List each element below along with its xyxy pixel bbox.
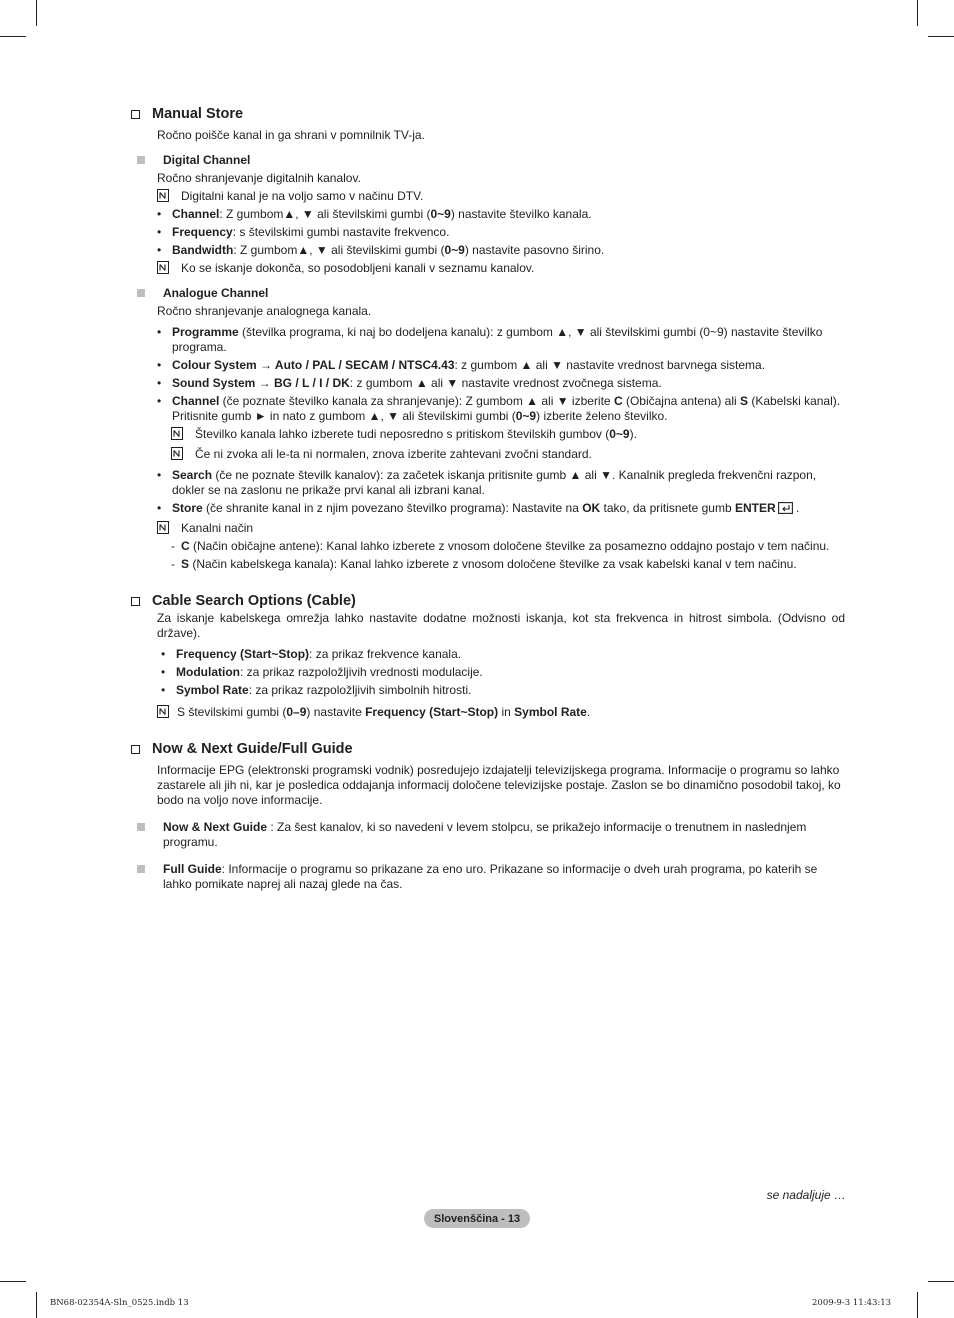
dash-item: - S (Način kabelskega kanala): Kanal lahko izberete z vnosom določene številke za vsak kabelski kanal v tem načinu. (171, 557, 797, 571)
note: Kanalni način (157, 521, 845, 536)
crop-mark (928, 1281, 954, 1282)
list-item: • Modulation: za prikaz razpoložljivih vrednosti modulacije. (161, 665, 483, 679)
crop-mark (36, 1292, 37, 1318)
subsection-title: Digital Channel (163, 153, 251, 167)
crop-mark (0, 1281, 26, 1282)
continued-note: se nadaljuje … (766, 1188, 846, 1202)
gray-square-icon (137, 289, 145, 297)
note: Če ni zvoka ali le-ta ni normalen, znova izberite zahtevani zvočni standard. (171, 447, 845, 462)
note-icon (171, 447, 185, 460)
note-icon (157, 189, 171, 202)
checkbox-square-icon (131, 597, 140, 606)
list-item: • Channel (če poznate številko kanala za shranjevanje): Z gumbom ▲ ali ▼ izberite C (Običajna antena) ali S (Kabelski kanal). Pritisnite gumb ► in nato z gumbom ▲, ▼ ali številskimi gumbi (0~9) izberite želeno številko. (157, 394, 841, 423)
list-item: • Search (če ne poznate številk kanalov): za začetek iskanja pritisnite gumb ▲ ali ▼. Kanalnik pregleda frekvenčni razpon, dokler se na zaslonu ne prikaže prvi kanal ali izbrani kanal. (157, 468, 817, 497)
gray-square-icon (137, 823, 145, 831)
page-number-badge: Slovenščina - 13 (424, 1209, 530, 1228)
section-heading (131, 591, 845, 611)
gray-square-icon (137, 156, 145, 164)
enter-icon (778, 502, 793, 518)
list-item: • Programme (številka programa, ki naj bo dodeljena kanalu): z gumbom ▲, ▼ ali številskimi gumbi (0~9) nastavite številko programa. (157, 325, 823, 354)
print-slug-file: BN68-02354A-Sln_0525.indb 13 (50, 1298, 189, 1308)
list-item: • Bandwidth: Z gumbom▲, ▼ ali številskimi gumbi (0~9) nastavite pasovno širino. (157, 243, 605, 257)
section-description: Ročno poišče kanal in ga shrani v pomnilnik TV-ja. (157, 128, 425, 142)
section-description: Za iskanje kabelskega omrežja lahko nastavite dodatne možnosti iskanja, kot sta frekvenca in hitrost simbola. (Odvisno od države). (157, 611, 845, 640)
section-heading (131, 104, 845, 124)
crop-mark (0, 36, 26, 37)
note: Ko se iskanje dokonča, so posodobljeni kanali v seznamu kanalov. (157, 261, 845, 276)
crop-mark (928, 36, 954, 37)
subsection-item: Now & Next Guide : Za šest kanalov, ki so navedeni v levem stolpcu, se prikažejo informacije o trenutnem in naslednjem programu. (131, 820, 845, 850)
list-item: • Channel: Z gumbom▲, ▼ ali številskimi gumbi (0~9) nastavite številko kanala. (157, 207, 592, 221)
dash-item: - C (Način običajne antene): Kanal lahko izberete z vnosom določene številke za posamezno oddajno postajo v tem načinu. (171, 539, 830, 553)
section-description: Informacije EPG (elektronski programski vodnik) posredujejo izdajatelji televizijskega programa. Informacije o programu so lahko zastarele ali jih ni, kar je posledica oddajanja informacij določene televizijske postaje. Zaslon se bo dinamično posodobil takoj, ko bodo na voljo nove informacije. (157, 763, 841, 807)
list-item: • Sound System → BG / L / I / DK: z gumbom ▲ ali ▼ nastavite vrednost zvočnega sistema. (157, 376, 662, 390)
list-item: • Symbol Rate: za prikaz razpoložljivih simbolnih hitrosti. (161, 683, 472, 697)
list-item: • Frequency: s številskimi gumbi nastavite frekvenco. (157, 225, 450, 239)
note-icon (157, 705, 171, 718)
subsection-heading (131, 286, 845, 301)
list-item: • Frequency (Start~Stop): za prikaz frekvence kanala. (161, 647, 462, 661)
subsection-description: Ročno shranjevanje analognega kanala. (157, 304, 372, 318)
note-icon (157, 521, 171, 534)
note-icon (157, 261, 171, 274)
crop-mark (917, 0, 918, 26)
crop-mark (917, 1292, 918, 1318)
page-content (131, 104, 845, 892)
section-heading (131, 739, 845, 759)
crop-mark (36, 0, 37, 26)
note: Številko kanala lahko izberete tudi neposredno s pritiskom številskih gumbov (0~9). (171, 427, 845, 442)
section-title: Now & Next Guide/Full Guide (152, 741, 353, 757)
print-slug-date: 2009-9-3 11:43:13 (812, 1298, 892, 1308)
gray-square-icon (137, 865, 145, 873)
list-item: • Colour System → Auto / PAL / SECAM / NTSC4.43: z gumbom ▲ ali ▼ nastavite vrednost barvnega sistema. (157, 358, 766, 372)
note: Digitalni kanal je na voljo samo v načinu DTV. (157, 189, 845, 204)
list-item: • Store (če shranite kanal in z njim povezano številko programa): Nastavite na OK tako, da pritisnete gumb ENTER . (157, 501, 845, 518)
note: S številskimi gumbi (0–9) nastavite Frequency (Start~Stop) in Symbol Rate. (157, 705, 845, 720)
subsection-item: Full Guide: Informacije o programu so prikazane za eno uro. Prikazane so informacije o dveh urah programa, po katerih se lahko pomikate naprej ali nazaj glede na čas. (131, 862, 845, 892)
subsection-title: Analogue Channel (163, 286, 269, 300)
note-icon (171, 427, 185, 440)
subsection-heading (131, 153, 845, 168)
checkbox-square-icon (131, 745, 140, 754)
section-title: Cable Search Options (Cable) (152, 593, 356, 609)
checkbox-square-icon (131, 110, 140, 119)
section-title: Manual Store (152, 106, 244, 122)
subsection-description: Ročno shranjevanje digitalnih kanalov. (157, 171, 361, 185)
